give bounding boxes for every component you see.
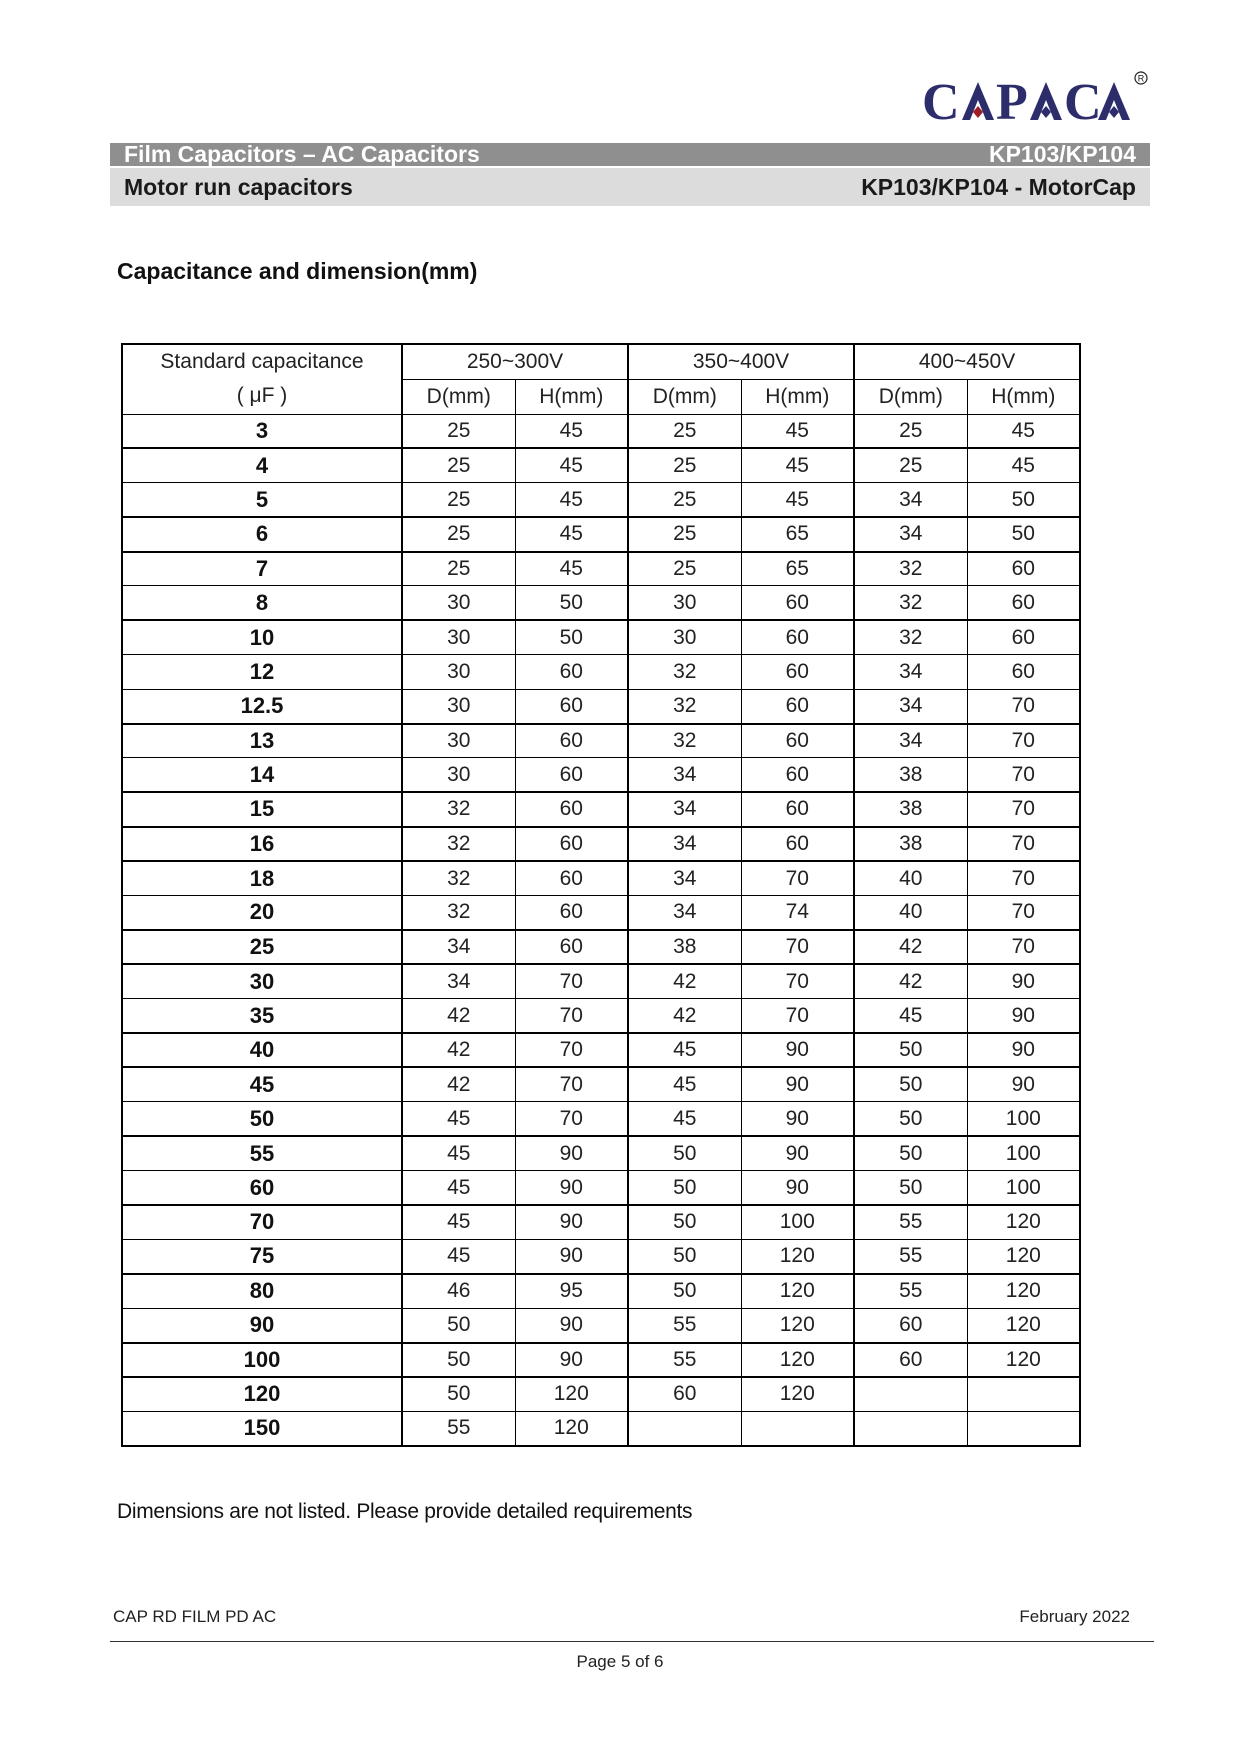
height-cell: 70 bbox=[741, 861, 854, 895]
height-cell: 100 bbox=[967, 1136, 1080, 1170]
capacitance-cell: 5 bbox=[122, 483, 402, 517]
capacitance-cell: 8 bbox=[122, 586, 402, 620]
diameter-cell: 60 bbox=[854, 1343, 967, 1377]
height-cell: 45 bbox=[515, 483, 628, 517]
diameter-cell: 50 bbox=[628, 1205, 741, 1239]
height-cell: 100 bbox=[741, 1205, 854, 1239]
table-row bbox=[122, 1377, 1080, 1411]
svg-text:P: P bbox=[996, 74, 1028, 125]
table-row bbox=[122, 414, 1080, 448]
diameter-cell: 50 bbox=[854, 1033, 967, 1067]
height-cell: 60 bbox=[967, 552, 1080, 586]
table-row bbox=[122, 964, 1080, 998]
column-header-h: H(mm) bbox=[967, 379, 1080, 414]
capacitance-cell: 60 bbox=[122, 1171, 402, 1205]
height-cell: 60 bbox=[967, 586, 1080, 620]
height-cell: 90 bbox=[741, 1171, 854, 1205]
diameter-cell: 34 bbox=[402, 964, 515, 998]
diameter-cell: 42 bbox=[854, 964, 967, 998]
diameter-cell: 45 bbox=[628, 1067, 741, 1101]
height-cell: 120 bbox=[515, 1377, 628, 1411]
capacitance-cell: 4 bbox=[122, 448, 402, 482]
table-row bbox=[122, 1239, 1080, 1273]
diameter-cell: 34 bbox=[854, 483, 967, 517]
table-row bbox=[122, 861, 1080, 895]
logo-letter-c: C bbox=[922, 74, 960, 125]
table-row bbox=[122, 586, 1080, 620]
capacitance-dimension-table bbox=[121, 343, 1081, 1447]
diameter-cell: 45 bbox=[402, 1171, 515, 1205]
height-cell: 65 bbox=[741, 552, 854, 586]
diameter-cell: 30 bbox=[628, 620, 741, 654]
capacitance-cell: 13 bbox=[122, 724, 402, 758]
diameter-cell: 55 bbox=[854, 1205, 967, 1239]
diameter-cell: 46 bbox=[402, 1274, 515, 1308]
height-cell: 45 bbox=[741, 448, 854, 482]
table-row bbox=[122, 1308, 1080, 1342]
table-row bbox=[122, 895, 1080, 929]
diameter-cell: 42 bbox=[854, 930, 967, 964]
diameter-cell: 50 bbox=[854, 1102, 967, 1136]
height-cell: 60 bbox=[741, 620, 854, 654]
diameter-cell: 32 bbox=[402, 827, 515, 861]
height-cell: 70 bbox=[515, 1033, 628, 1067]
height-cell: 120 bbox=[967, 1343, 1080, 1377]
height-cell: 70 bbox=[967, 895, 1080, 929]
diameter-cell: 25 bbox=[628, 517, 741, 551]
capacitance-cell: 25 bbox=[122, 930, 402, 964]
height-cell: 70 bbox=[515, 1067, 628, 1101]
footer-divider bbox=[110, 1641, 1154, 1642]
diameter-cell: 25 bbox=[628, 552, 741, 586]
table-row bbox=[122, 792, 1080, 826]
diameter-cell: 25 bbox=[402, 448, 515, 482]
diameter-cell: 60 bbox=[854, 1308, 967, 1342]
height-cell: 120 bbox=[967, 1274, 1080, 1308]
table-row bbox=[122, 724, 1080, 758]
table-row bbox=[122, 517, 1080, 551]
height-cell: 70 bbox=[515, 999, 628, 1033]
height-cell: 70 bbox=[515, 964, 628, 998]
table-row bbox=[122, 1274, 1080, 1308]
height-cell: 50 bbox=[515, 620, 628, 654]
table-row bbox=[122, 689, 1080, 723]
height-cell: 45 bbox=[515, 552, 628, 586]
height-cell: 90 bbox=[741, 1102, 854, 1136]
height-cell: 60 bbox=[515, 827, 628, 861]
table-row bbox=[122, 930, 1080, 964]
diameter-cell: 60 bbox=[628, 1377, 741, 1411]
height-cell: 120 bbox=[741, 1308, 854, 1342]
diameter-cell: 45 bbox=[402, 1136, 515, 1170]
footer-doc-code: CAP RD FILM PD AC bbox=[113, 1607, 277, 1626]
height-cell: 70 bbox=[967, 724, 1080, 758]
height-cell: 60 bbox=[967, 655, 1080, 689]
height-cell: 70 bbox=[967, 861, 1080, 895]
height-cell: 45 bbox=[967, 448, 1080, 482]
height-cell: 70 bbox=[967, 758, 1080, 792]
capacitance-cell: 12 bbox=[122, 655, 402, 689]
diameter-cell: 50 bbox=[628, 1274, 741, 1308]
diameter-cell: 45 bbox=[402, 1205, 515, 1239]
capacitance-cell: 6 bbox=[122, 517, 402, 551]
diameter-cell: 34 bbox=[854, 517, 967, 551]
diameter-cell: 34 bbox=[628, 861, 741, 895]
diameter-cell: 55 bbox=[628, 1343, 741, 1377]
table-row bbox=[122, 1205, 1080, 1239]
capacitance-cell: 100 bbox=[122, 1343, 402, 1377]
height-cell: 70 bbox=[967, 827, 1080, 861]
height-cell: 60 bbox=[515, 895, 628, 929]
height-cell: 60 bbox=[741, 689, 854, 723]
capacitance-cell: 150 bbox=[122, 1411, 402, 1445]
diameter-cell: 34 bbox=[854, 724, 967, 758]
height-cell: 70 bbox=[967, 930, 1080, 964]
diameter-cell: 45 bbox=[628, 1033, 741, 1067]
subcategory-title: Motor run capacitors bbox=[124, 173, 353, 200]
table-row bbox=[122, 758, 1080, 792]
diameter-cell: 25 bbox=[628, 483, 741, 517]
voltage-group-header: 350~400V bbox=[628, 344, 854, 379]
height-cell: 120 bbox=[741, 1239, 854, 1273]
table-row bbox=[122, 1411, 1080, 1445]
capacitance-cell: 15 bbox=[122, 792, 402, 826]
table-row bbox=[122, 448, 1080, 482]
height-cell: 90 bbox=[515, 1343, 628, 1377]
section-title: Capacitance and dimension(mm) bbox=[117, 258, 478, 284]
diameter-cell: 34 bbox=[628, 758, 741, 792]
height-cell: 60 bbox=[741, 792, 854, 826]
diameter-cell: 42 bbox=[402, 999, 515, 1033]
capacitance-cell: 7 bbox=[122, 552, 402, 586]
column-header-d: D(mm) bbox=[628, 379, 741, 414]
diameter-cell: 30 bbox=[402, 620, 515, 654]
diameter-cell: 38 bbox=[854, 792, 967, 826]
capacitance-cell: 35 bbox=[122, 999, 402, 1033]
voltage-group-header: 250~300V bbox=[402, 344, 628, 379]
height-cell: 60 bbox=[515, 689, 628, 723]
diameter-cell: 25 bbox=[854, 414, 967, 448]
cap-header-unit: ( μF ) bbox=[122, 379, 402, 414]
height-cell: 60 bbox=[515, 930, 628, 964]
table-row bbox=[122, 1136, 1080, 1170]
capacitance-cell: 90 bbox=[122, 1308, 402, 1342]
capacitance-cell: 80 bbox=[122, 1274, 402, 1308]
diameter-cell: 30 bbox=[402, 724, 515, 758]
svg-text:C: C bbox=[1064, 74, 1102, 125]
diameter-cell: 55 bbox=[854, 1274, 967, 1308]
registered-mark: R bbox=[1137, 73, 1145, 84]
diameter-cell: 40 bbox=[854, 861, 967, 895]
height-cell: 74 bbox=[741, 895, 854, 929]
voltage-group-header: 400~450V bbox=[854, 344, 1080, 379]
diameter-cell: 50 bbox=[402, 1343, 515, 1377]
diameter-cell: 38 bbox=[854, 827, 967, 861]
subcategory-bar bbox=[110, 168, 1150, 206]
diameter-cell: 34 bbox=[402, 930, 515, 964]
height-cell: 90 bbox=[967, 1067, 1080, 1101]
height-cell: 60 bbox=[741, 758, 854, 792]
height-cell: 90 bbox=[741, 1136, 854, 1170]
diameter-cell: 25 bbox=[628, 448, 741, 482]
diameter-cell: 25 bbox=[402, 414, 515, 448]
diameter-cell: 32 bbox=[402, 895, 515, 929]
capacitance-cell: 14 bbox=[122, 758, 402, 792]
height-cell: 70 bbox=[741, 999, 854, 1033]
height-cell: 90 bbox=[741, 1067, 854, 1101]
height-cell: 60 bbox=[741, 586, 854, 620]
height-cell bbox=[967, 1377, 1080, 1411]
diameter-cell: 55 bbox=[402, 1411, 515, 1445]
table-row bbox=[122, 1033, 1080, 1067]
category-title: Film Capacitors – AC Capacitors bbox=[124, 141, 480, 167]
height-cell: 45 bbox=[515, 517, 628, 551]
table-row bbox=[122, 483, 1080, 517]
diameter-cell: 32 bbox=[854, 586, 967, 620]
height-cell: 60 bbox=[515, 724, 628, 758]
diameter-cell: 25 bbox=[402, 483, 515, 517]
height-cell: 120 bbox=[967, 1205, 1080, 1239]
diameter-cell: 50 bbox=[854, 1067, 967, 1101]
height-cell: 45 bbox=[967, 414, 1080, 448]
table-body bbox=[122, 414, 1080, 1446]
diameter-cell: 45 bbox=[402, 1102, 515, 1136]
diameter-cell: 40 bbox=[854, 895, 967, 929]
height-cell: 60 bbox=[741, 724, 854, 758]
table-row bbox=[122, 999, 1080, 1033]
height-cell: 90 bbox=[515, 1171, 628, 1205]
diameter-cell: 42 bbox=[402, 1033, 515, 1067]
capacitance-cell: 30 bbox=[122, 964, 402, 998]
diameter-cell bbox=[854, 1411, 967, 1445]
height-cell: 45 bbox=[741, 483, 854, 517]
height-cell: 60 bbox=[741, 655, 854, 689]
height-cell: 50 bbox=[967, 517, 1080, 551]
height-cell: 120 bbox=[741, 1377, 854, 1411]
diameter-cell: 38 bbox=[628, 930, 741, 964]
diameter-cell: 32 bbox=[402, 861, 515, 895]
cap-header-line1: Standard capacitance bbox=[122, 344, 402, 379]
height-cell: 120 bbox=[515, 1411, 628, 1445]
capacitance-cell: 20 bbox=[122, 895, 402, 929]
diameter-cell: 34 bbox=[628, 895, 741, 929]
diameter-cell: 30 bbox=[628, 586, 741, 620]
capacitance-cell: 45 bbox=[122, 1067, 402, 1101]
series-code: KP103/KP104 bbox=[988, 141, 1136, 167]
capacitance-cell: 50 bbox=[122, 1102, 402, 1136]
capacitance-cell: 55 bbox=[122, 1136, 402, 1170]
diameter-cell: 50 bbox=[402, 1377, 515, 1411]
diameter-cell: 34 bbox=[628, 827, 741, 861]
column-header-d: D(mm) bbox=[854, 379, 967, 414]
diameter-cell: 25 bbox=[402, 552, 515, 586]
height-cell: 120 bbox=[967, 1239, 1080, 1273]
category-bar bbox=[110, 143, 1150, 166]
height-cell: 50 bbox=[967, 483, 1080, 517]
page-number: Page 5 of 6 bbox=[576, 1652, 664, 1671]
height-cell: 45 bbox=[515, 414, 628, 448]
diameter-cell: 50 bbox=[628, 1171, 741, 1205]
diameter-cell: 50 bbox=[628, 1239, 741, 1273]
height-cell bbox=[967, 1411, 1080, 1445]
table-row bbox=[122, 655, 1080, 689]
dimensions-note: Dimensions are not listed. Please provide detailed requirements bbox=[117, 1500, 693, 1523]
diameter-cell: 32 bbox=[628, 689, 741, 723]
diameter-cell: 34 bbox=[854, 689, 967, 723]
height-cell: 60 bbox=[741, 827, 854, 861]
capacitance-cell: 120 bbox=[122, 1377, 402, 1411]
height-cell: 65 bbox=[741, 517, 854, 551]
height-cell: 90 bbox=[515, 1136, 628, 1170]
diameter-cell: 38 bbox=[854, 758, 967, 792]
column-header-h: H(mm) bbox=[515, 379, 628, 414]
height-cell: 95 bbox=[515, 1274, 628, 1308]
diameter-cell: 55 bbox=[854, 1239, 967, 1273]
column-header-h: H(mm) bbox=[741, 379, 854, 414]
height-cell bbox=[741, 1411, 854, 1445]
diameter-cell: 42 bbox=[402, 1067, 515, 1101]
height-cell: 120 bbox=[741, 1343, 854, 1377]
height-cell: 60 bbox=[515, 861, 628, 895]
height-cell: 90 bbox=[967, 1033, 1080, 1067]
diameter-cell: 50 bbox=[628, 1136, 741, 1170]
capacitance-cell: 10 bbox=[122, 620, 402, 654]
height-cell: 70 bbox=[515, 1102, 628, 1136]
height-cell: 45 bbox=[515, 448, 628, 482]
capaca-logo bbox=[920, 70, 1150, 125]
capacitance-cell: 12.5 bbox=[122, 689, 402, 723]
capacitance-cell: 75 bbox=[122, 1239, 402, 1273]
height-cell: 100 bbox=[967, 1171, 1080, 1205]
diameter-cell bbox=[628, 1411, 741, 1445]
height-cell: 100 bbox=[967, 1102, 1080, 1136]
diameter-cell: 50 bbox=[854, 1136, 967, 1170]
height-cell: 90 bbox=[967, 999, 1080, 1033]
diameter-cell: 25 bbox=[628, 414, 741, 448]
diameter-cell: 42 bbox=[628, 964, 741, 998]
height-cell: 70 bbox=[967, 792, 1080, 826]
diameter-cell: 25 bbox=[854, 448, 967, 482]
footer-date: February 2022 bbox=[1019, 1607, 1130, 1626]
table-row bbox=[122, 1343, 1080, 1377]
diameter-cell bbox=[854, 1377, 967, 1411]
product-name: KP103/KP104 - MotorCap bbox=[861, 173, 1136, 200]
height-cell: 60 bbox=[515, 792, 628, 826]
diameter-cell: 30 bbox=[402, 655, 515, 689]
diameter-cell: 32 bbox=[628, 655, 741, 689]
height-cell: 70 bbox=[741, 930, 854, 964]
diameter-cell: 30 bbox=[402, 758, 515, 792]
diameter-cell: 32 bbox=[402, 792, 515, 826]
diameter-cell: 34 bbox=[854, 655, 967, 689]
capacitance-cell: 18 bbox=[122, 861, 402, 895]
diameter-cell: 34 bbox=[628, 792, 741, 826]
height-cell: 90 bbox=[967, 964, 1080, 998]
diameter-cell: 45 bbox=[854, 999, 967, 1033]
table-row bbox=[122, 620, 1080, 654]
diameter-cell: 45 bbox=[402, 1239, 515, 1273]
height-cell: 70 bbox=[741, 964, 854, 998]
height-cell: 90 bbox=[515, 1205, 628, 1239]
height-cell: 60 bbox=[515, 758, 628, 792]
capacitance-cell: 40 bbox=[122, 1033, 402, 1067]
diameter-cell: 42 bbox=[628, 999, 741, 1033]
capacitance-cell: 3 bbox=[122, 414, 402, 448]
height-cell: 60 bbox=[515, 655, 628, 689]
height-cell: 45 bbox=[741, 414, 854, 448]
diameter-cell: 45 bbox=[628, 1102, 741, 1136]
diameter-cell: 50 bbox=[402, 1308, 515, 1342]
diameter-cell: 30 bbox=[402, 586, 515, 620]
height-cell: 120 bbox=[741, 1274, 854, 1308]
height-cell: 90 bbox=[515, 1308, 628, 1342]
height-cell: 120 bbox=[967, 1308, 1080, 1342]
diameter-cell: 25 bbox=[402, 517, 515, 551]
diameter-cell: 50 bbox=[854, 1171, 967, 1205]
capacitance-cell: 16 bbox=[122, 827, 402, 861]
capacitance-cell: 70 bbox=[122, 1205, 402, 1239]
height-cell: 90 bbox=[515, 1239, 628, 1273]
table-row bbox=[122, 827, 1080, 861]
height-cell: 50 bbox=[515, 586, 628, 620]
column-header-d: D(mm) bbox=[402, 379, 515, 414]
diameter-cell: 32 bbox=[628, 724, 741, 758]
height-cell: 60 bbox=[967, 620, 1080, 654]
table-row bbox=[122, 1171, 1080, 1205]
height-cell: 70 bbox=[967, 689, 1080, 723]
diameter-cell: 55 bbox=[628, 1308, 741, 1342]
height-cell: 90 bbox=[741, 1033, 854, 1067]
diameter-cell: 32 bbox=[854, 552, 967, 586]
diameter-cell: 32 bbox=[854, 620, 967, 654]
table-row bbox=[122, 1102, 1080, 1136]
diameter-cell: 30 bbox=[402, 689, 515, 723]
table-row bbox=[122, 552, 1080, 586]
table-row bbox=[122, 1067, 1080, 1101]
